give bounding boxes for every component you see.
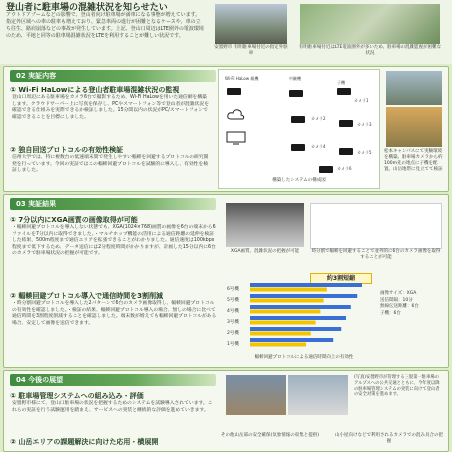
sec03-sub2: ② 輻輳回避プロトコル導入で通信時間を3割削減 <box>10 292 163 300</box>
bar <box>250 343 306 347</box>
top-body: アウトドアブームなどの影響で、登山者向け駐車場が満車になる事態が増えています。指定外区域への車の駐車も増えており、緊急車両の進行が困難となるケースや、車の立ち往生、路肩崩落などの事故が発生しています。上記、登山口周辺はLTE圏外の電波環境のため、平地と同等の駐車場混雑状況をLTEを利用することが難しい状況です。 <box>6 12 204 39</box>
child-label-1: 子機 <box>337 80 345 85</box>
section-02 <box>3 66 449 192</box>
diagram-caption: 構築したシステムの構成図 <box>272 178 326 183</box>
bar <box>250 321 316 325</box>
xga-photo <box>226 203 304 247</box>
bar <box>250 294 357 298</box>
relay-node <box>289 90 303 97</box>
child-node-1 <box>337 88 351 95</box>
sec04-caption-2: 山小屋向けなどで利用されるカメラでの混み具合の把握 <box>335 433 443 444</box>
sec04-body1: 安曇野市様にて、登山口駐車場の状況を把握するためのシステムを試験導入されています。これらの実証を行う試験運用を踏まえ、サービスへの実装と継続的な評価を進めていきます。 <box>12 401 213 413</box>
bar <box>250 283 362 287</box>
bar <box>250 327 341 331</box>
comm-time-chart <box>226 279 366 353</box>
camera-label-2: カメラ2 <box>311 116 326 121</box>
wifi-label: Wi-Fi HaLow 親機 <box>225 76 259 81</box>
section-04-title: 04 今後の展望 <box>10 374 216 386</box>
test-photo-1 <box>386 71 442 105</box>
category-label: 1号機 <box>227 342 239 347</box>
test-photo-2 <box>386 107 442 147</box>
category-label: 6号機 <box>227 287 239 292</box>
sec03-caption-1: XGA画質、混雑状況の把握が可能 <box>230 249 300 254</box>
sec02-sub1: ① Wi-Fi HaLowによる登山者駐車場混雑状況の監視 <box>10 86 180 94</box>
category-label: 4号機 <box>227 309 239 314</box>
section-03 <box>3 194 449 368</box>
child-node-3 <box>339 120 353 127</box>
photo-caption: 松本キャンパスにて実験環境を構築。駐車場カメラから約100m先の地点に子機を配置。山岳地帯に見立てて検証 <box>384 149 443 172</box>
sec04-side-text: (写真)安曇野市が管理する三股第一駐車場のアルプスへの公共交通とともに、今年度以降の駐車場管理システムの実装に向けて登山者の安全対策を進めます。 <box>354 375 440 398</box>
sec04-sub2: ② 山岳エリアの課題解決に向けた応用・横展開 <box>10 438 159 446</box>
stat-3: 無線伝送距離：6台 <box>380 304 419 309</box>
camera-label-6: カメラ6 <box>337 166 352 171</box>
section-02-title: 02 実証内容 <box>10 70 216 82</box>
stats-box <box>380 291 419 317</box>
mountain-photo-2 <box>288 375 348 415</box>
top-title: 登山者に駐車場の混雑状況を知らせたい <box>6 3 168 13</box>
category-label: 5号機 <box>227 298 239 303</box>
camera-label-3: カメラ3 <box>357 122 372 127</box>
cloud-icon <box>227 108 245 120</box>
section-04 <box>3 370 449 452</box>
monitor-icon <box>225 130 247 146</box>
chart-caption: 輻輳回避プロトコルによる通信時間向上の有効性 <box>254 355 354 360</box>
stat-4: 子機：6台 <box>380 310 401 316</box>
child-node-4 <box>291 144 305 151</box>
sec04-caption-1: その他山岳部の安全確保(気象情報の収集と提供) <box>220 433 319 438</box>
sec03-body2: ・時分割回避プロトコルを導入した2パターンで6台のカメラ画像取得し、輻輳回避プロトコルの有効性を確認しました。・検証の結果、輻輳回避プロトコル導入の場合、無しの場合に比べて通信時間を3割程度削減することを確認しました。端末数が増えても輻輳回避プロトコルがある場合、安定して画像を送信できます。 <box>12 301 217 326</box>
sec02-body2: 信州大学では、特に複数台の低速端末間で発生しやすい輻輳を回避するプロトコルの研究開発を行っています。今回の実証ではこの輻輳回避プロトコルを試験的に導入し、有効性を検証しました。 <box>12 155 209 174</box>
bar <box>250 332 311 336</box>
parent-node <box>227 88 241 95</box>
top-caption-1: 安曇野市 有明駐車場付近の指定外駐車 <box>214 45 288 56</box>
bar <box>250 310 320 314</box>
sec03-caption-2: 時分割で輻輳を回避することで並列的に6台のカメラ画像を取得することが可能 <box>311 249 441 260</box>
camera-label-5: カメラ5 <box>357 150 372 155</box>
sec03-sub1: ① 7分以内にXGA画質の画像取得が可能 <box>10 216 138 224</box>
bar <box>250 299 324 303</box>
stat-2: 送信間隔：10分 <box>380 297 413 303</box>
parking-photo <box>215 4 287 44</box>
sec04-sub1: ① 駐車場管理システムへの組み込み・評価 <box>10 392 144 400</box>
timeline-chart <box>310 203 442 249</box>
reduction-callout: 約3割短縮 <box>310 273 372 284</box>
system-diagram <box>218 69 380 189</box>
camera-label-1: カメラ1 <box>354 98 369 103</box>
child-node-2 <box>291 116 305 123</box>
category-label: 3号機 <box>227 320 239 325</box>
category-label: 2号機 <box>227 331 239 336</box>
bar <box>250 316 346 320</box>
map-image <box>300 4 440 44</box>
relay-label: 中継機 <box>289 76 301 81</box>
bar <box>250 288 327 292</box>
sec03-body1: ・輻輳回避プロトコルを導入しない状態でも、XGA(1024×768)画質の画像を6台の端末から6ファイルを7分以内に取得できました。・マルチホップ機能の活用による通信距離の延伸を検証した結果、500m程度まで通信エリアを拡張できることがわかりました。通信速度は100kbps程度まで低下するため、データ送信には2分程度時間がかかりますが、計画した15分以内に6台のカメラで駐車場状況の把握が可能です。 <box>12 225 216 257</box>
sec02-body1: 登山口周辺にある駐車場をカメラ6台で撮影するため、Wi-Fi HaLowを用いた通信網を構築します。クラウドサーバー上に写真を保存し、PCやスマートフォン等で登山者が混雑状況を確認できる仕組みを実際できるか検証しました。15分間以内の状況がPC/スマートフォンで確認できることを目標にしました。 <box>12 95 210 120</box>
top-caption-2: 有明駐車場付近はLTE電波圏外が多いため、駐車場の混雑監視が困難な状況 <box>298 45 442 56</box>
sec02-sub2: ② 独自回送プロトコルの有効性検証 <box>10 146 124 154</box>
mountain-photo-1 <box>226 375 286 415</box>
bar <box>250 305 351 309</box>
child-node-6 <box>319 166 333 173</box>
camera-label-4: カメラ4 <box>311 144 326 149</box>
stat-1: 画像サイズ：XGA <box>380 291 417 296</box>
section-03-title: 03 実証結果 <box>10 198 216 210</box>
bar <box>250 338 333 342</box>
child-node-5 <box>339 148 353 155</box>
top-banner <box>0 0 452 64</box>
